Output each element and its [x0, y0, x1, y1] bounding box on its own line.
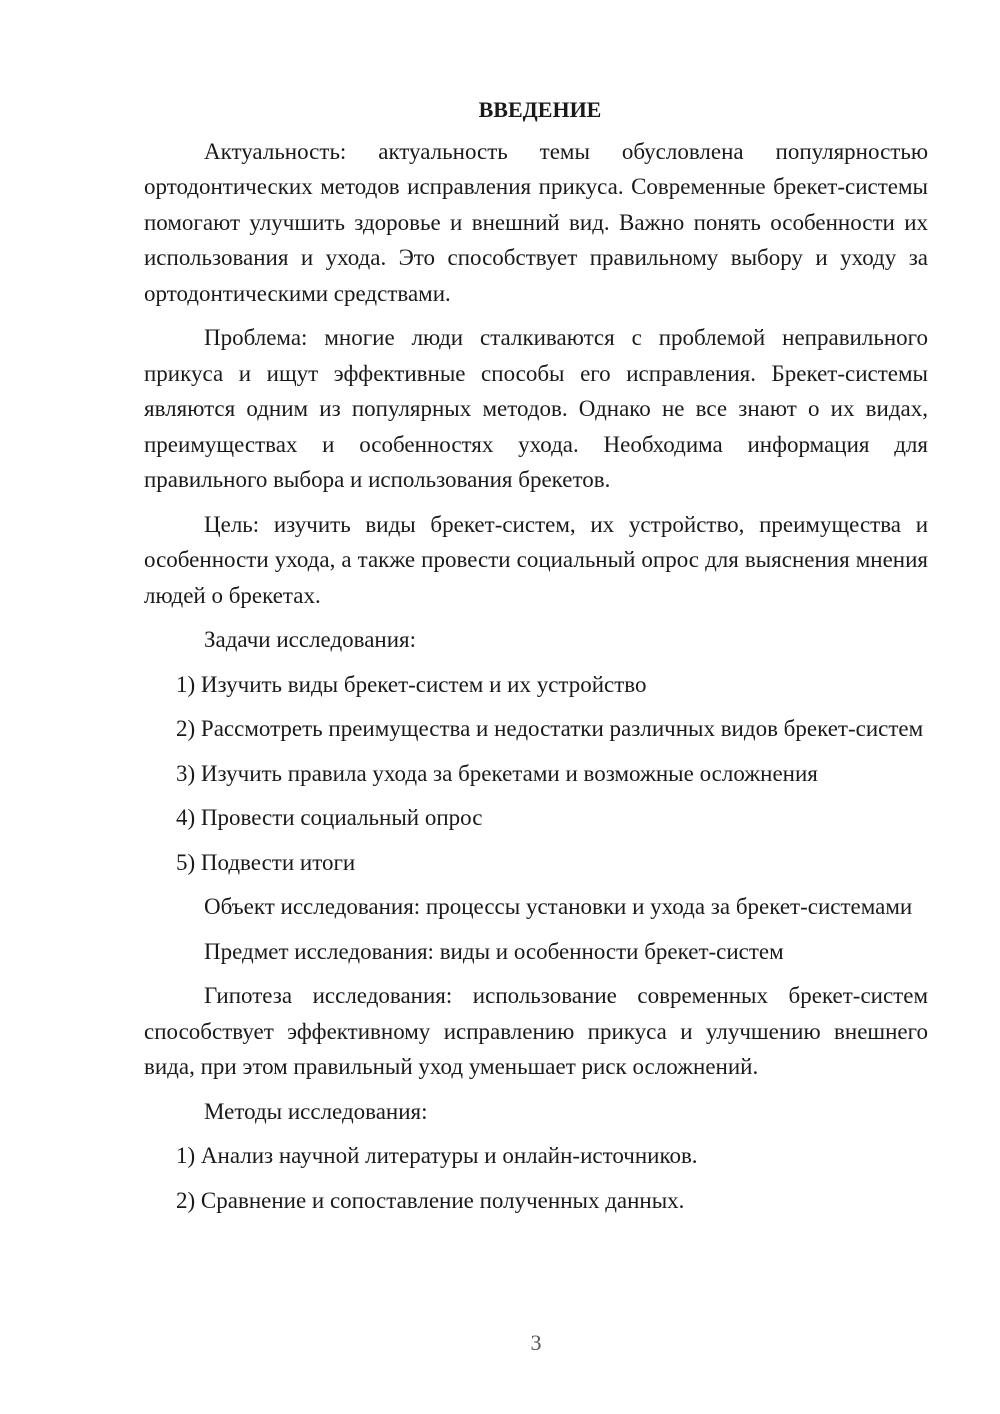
task-item-5: 5) Подвести итоги [176, 849, 356, 875]
task-item-3: 3) Изучить правила ухода за брекетами и возможные осложнения [176, 760, 818, 786]
tasks-heading: Задачи исследования: [204, 627, 417, 652]
task-item-1: 1) Изучить виды брекет-систем и их устройство [176, 671, 647, 697]
goal-paragraph: Цель: изучить виды брекет-систем, их устройство, преимущества и особенности ухода, а также провести социальный опрос для выяснения мнения людей о брекетах. [144, 511, 928, 608]
hypothesis-paragraph: Гипотеза исследования: использование современных брекет-систем способствует эффективному исправлению прикуса и улучшению внешнего вида, при этом правильный уход уменьшает риск осложнений. [144, 983, 928, 1079]
page-title: ВВЕДЕНИЕ [478, 97, 602, 122]
subject-paragraph: Предмет исследования: виды и особенности брекет-систем [204, 938, 784, 964]
method-item-1: 1) Анализ научной литературы и онлайн-источников. [176, 1143, 698, 1168]
task-item-2: 2) Рассмотреть преимущества и недостатки различных видов брекет-систем [176, 716, 924, 741]
document-page [144, 92, 928, 1227]
page-number: 3 [530, 1330, 542, 1355]
object-paragraph: Объект исследования: процессы установки и ухода за брекет-системами [204, 894, 913, 919]
relevance-paragraph: Актуальность: актуальность темы обусловлена популярностью ортодонтических методов исправления прикуса. Современные брекет-системы помогают улучшить здоровье и внешний вид. Важно понять особенности их использования и ухода. Это способствует правильному выбору и уходу за ортодонтическими средствами. [144, 138, 928, 306]
methods-heading: Методы исследования: [204, 1098, 428, 1124]
task-item-4: 4) Провести социальный опрос [176, 805, 483, 830]
problem-paragraph: Проблема: многие люди сталкиваются с проблемой неправильного прикуса и ищут эффективные способы его исправления. Брекет-системы являются одним из популярных методов. Однако не все знают о их видах, преимуществах и особенностях ухода. Необходима информация для правильного выбора и использования брекетов. [144, 325, 928, 492]
method-item-2: 2) Сравнение и сопоставление полученных данных. [176, 1187, 685, 1213]
